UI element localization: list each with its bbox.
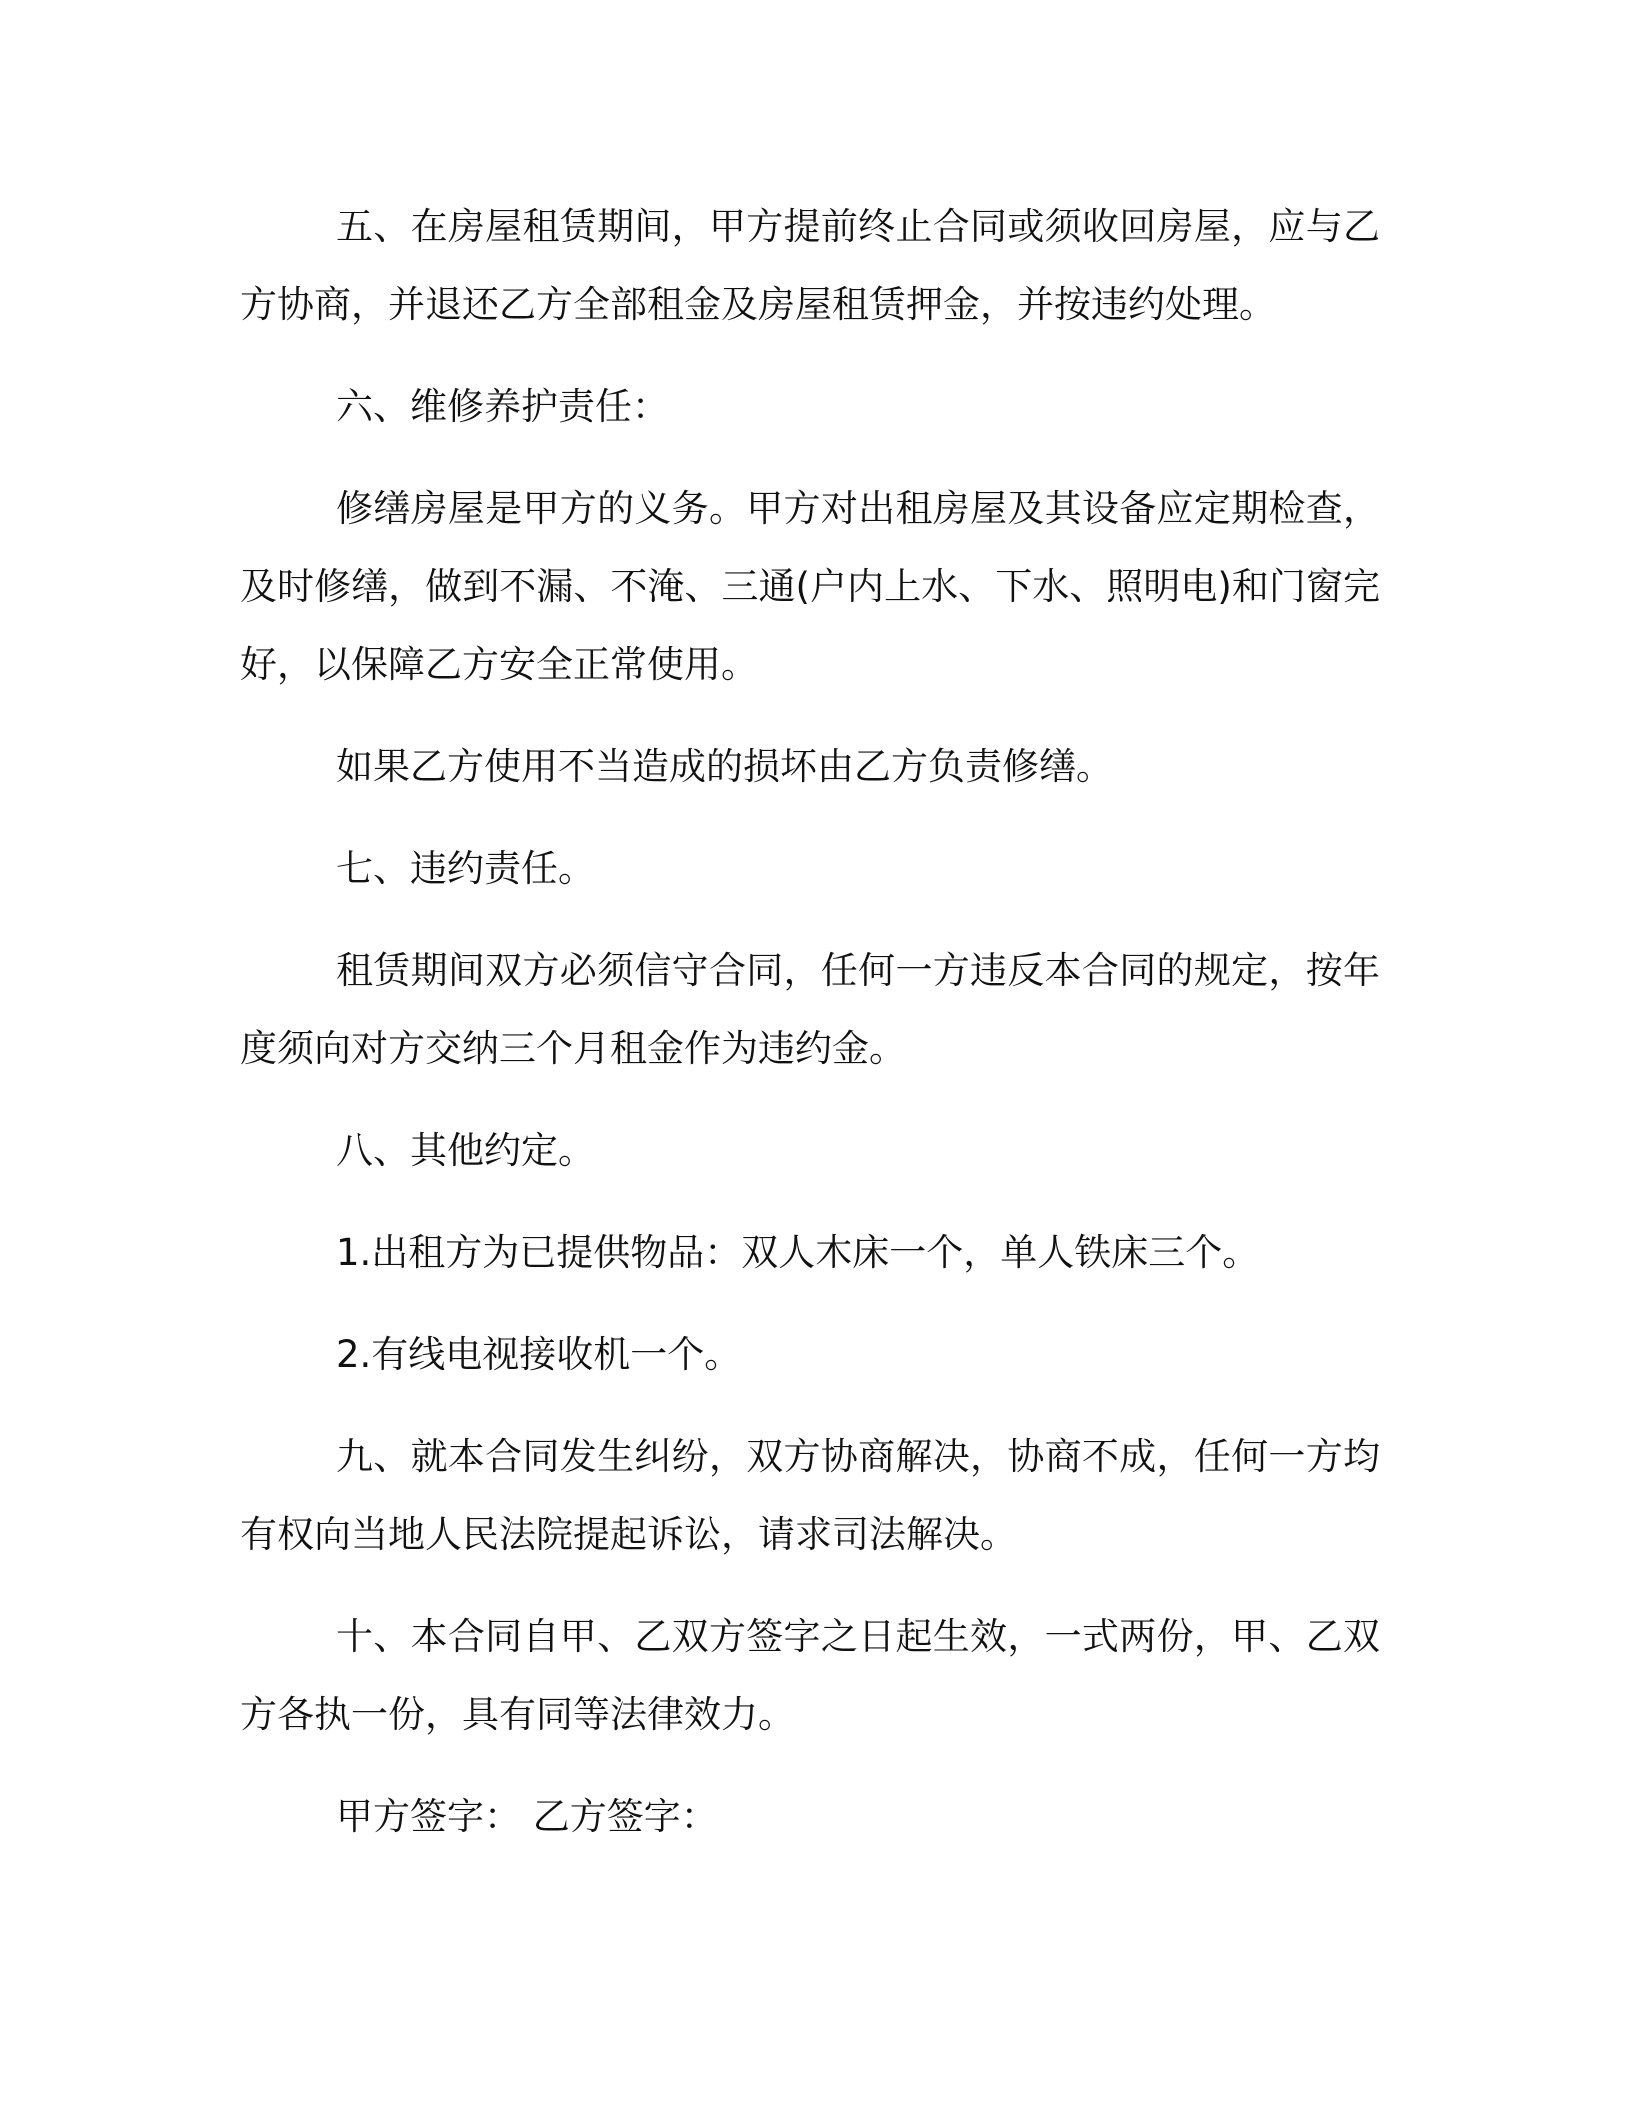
- clause-10-paragraph: 十、本合同自甲、乙双方签字之日起生效，一式两份，甲、乙双方各执一份，具有同等法律效力。: [240, 1615, 1380, 1736]
- clause-7-heading: 七、违约责任。: [336, 847, 595, 890]
- clause-9-paragraph: 九、就本合同发生纠纷，双方协商解决，协商不成，任何一方均有权向当地人民法院提起诉讼，请求司法解决。: [240, 1435, 1380, 1556]
- tenant-damage-paragraph: 如果乙方使用不当造成的损坏由乙方负责修缮。: [336, 745, 1113, 788]
- clause-8-heading: 八、其他约定。: [336, 1129, 595, 1172]
- cable-tv-paragraph: 2.有线电视接收机一个。: [336, 1333, 742, 1376]
- breach-paragraph: 租赁期间双方必须信守合同，任何一方违反本合同的规定，按年度须向对方交纳三个月租金作为违约金。: [240, 949, 1380, 1070]
- signature-line: 甲方签字： 乙方签字：: [336, 1795, 718, 1838]
- provided-items-paragraph: 1.出租方为已提供物品：双人木床一个，单人铁床三个。: [336, 1231, 1260, 1274]
- clause-5-paragraph: 五、在房屋租赁期间，甲方提前终止合同或须收回房屋，应与乙方协商，并退还乙方全部租金及房屋租赁押金，并按违约处理。: [240, 205, 1380, 326]
- document-body: [240, 188, 1380, 1856]
- repair-duty-paragraph: 修缮房屋是甲方的义务。甲方对出租房屋及其设备应定期检查，及时修缮，做到不漏、不淹、三通(户内上水、下水、照明电)和门窗完好，以保障乙方安全正常使用。: [240, 487, 1380, 686]
- clause-6-heading: 六、维修养护责任：: [336, 385, 669, 428]
